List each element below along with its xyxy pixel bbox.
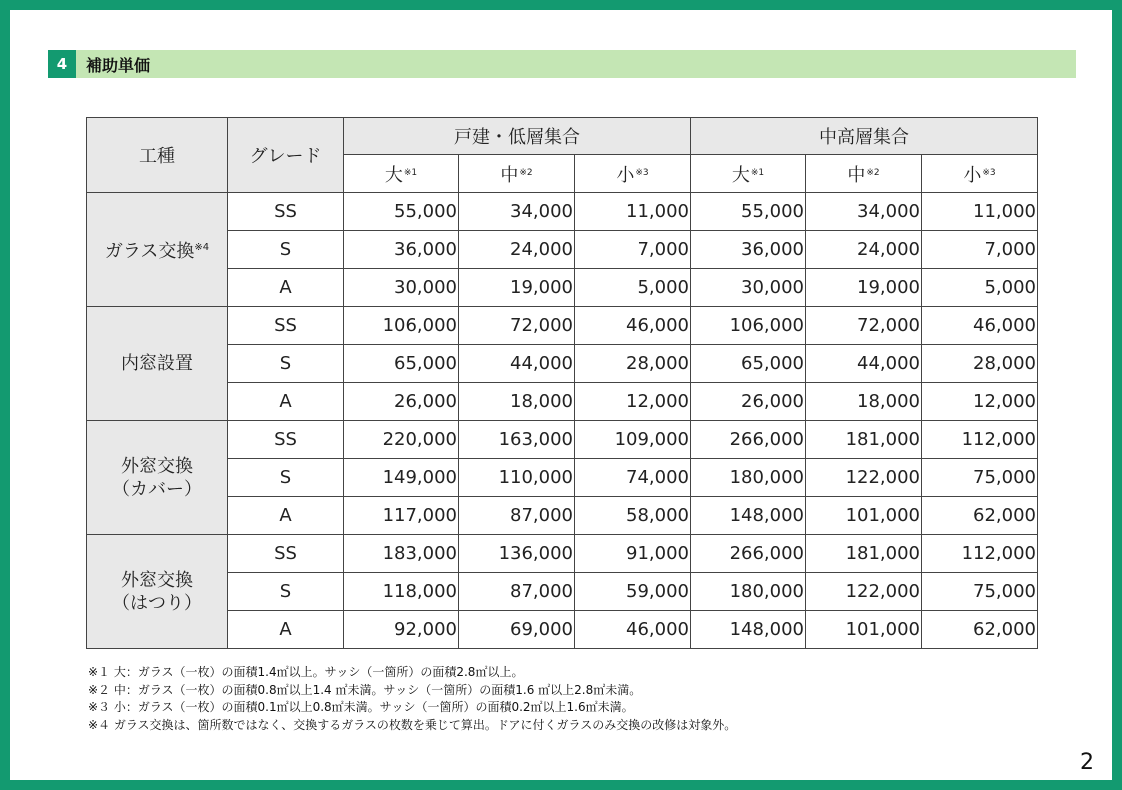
table-row bbox=[87, 573, 1038, 611]
price-cell: 91,000 bbox=[575, 535, 691, 573]
price-cell: 110,000 bbox=[459, 459, 575, 497]
price-cell: 266,000 bbox=[691, 535, 806, 573]
header-detached-lowrise: 戸建・低層集合 bbox=[344, 118, 691, 155]
work-type-label: 外窓交換 bbox=[121, 455, 193, 477]
price-cell: 44,000 bbox=[459, 345, 575, 383]
grade-cell: A bbox=[228, 383, 344, 421]
work-type-sublabel: （はつり） bbox=[112, 592, 202, 614]
page-number: 2 bbox=[1080, 750, 1094, 775]
size-footnote-mark: ※2 bbox=[866, 167, 880, 178]
grade-cell: SS bbox=[228, 193, 344, 231]
price-cell: 109,000 bbox=[575, 421, 691, 459]
size-label: 中 bbox=[500, 164, 519, 186]
price-cell: 36,000 bbox=[344, 231, 459, 269]
price-cell: 183,000 bbox=[344, 535, 459, 573]
price-cell: 24,000 bbox=[806, 231, 922, 269]
size-footnote-mark: ※1 bbox=[750, 167, 765, 178]
price-cell: 11,000 bbox=[922, 193, 1038, 231]
price-cell: 87,000 bbox=[459, 573, 575, 611]
footnote-line: ※１ 大：ガラス（一枚）の面積1.4㎡以上。サッシ（一箇所）の面積2.8㎡以上。 bbox=[88, 665, 524, 679]
price-cell: 122,000 bbox=[806, 573, 922, 611]
price-cell: 28,000 bbox=[922, 345, 1038, 383]
price-cell: 62,000 bbox=[922, 497, 1038, 535]
price-cell: 46,000 bbox=[922, 307, 1038, 345]
price-cell: 65,000 bbox=[344, 345, 459, 383]
price-cell: 136,000 bbox=[459, 535, 575, 573]
grade-cell: SS bbox=[228, 535, 344, 573]
work-type-footnote-mark: ※4 bbox=[194, 242, 210, 253]
size-label: 大 bbox=[384, 164, 403, 186]
work-type-cell bbox=[87, 307, 228, 421]
footnote-line: ※３ 小：ガラス（一枚）の面積0.1㎡以上0.8㎡未満。サッシ（一箇所）の面積0.2㎡以上1.6㎡未満。 bbox=[88, 700, 634, 714]
header-mid-highrise: 中高層集合 bbox=[691, 118, 1038, 155]
price-cell: 87,000 bbox=[459, 497, 575, 535]
price-cell: 75,000 bbox=[922, 459, 1038, 497]
price-cell: 112,000 bbox=[922, 421, 1038, 459]
table-row bbox=[87, 535, 1038, 573]
grade-cell: SS bbox=[228, 307, 344, 345]
header-size bbox=[806, 155, 922, 193]
price-cell: 30,000 bbox=[344, 269, 459, 307]
grade-cell: A bbox=[228, 269, 344, 307]
price-cell: 7,000 bbox=[575, 231, 691, 269]
table-row bbox=[87, 345, 1038, 383]
grade-cell: S bbox=[228, 345, 344, 383]
table-row bbox=[87, 231, 1038, 269]
price-cell: 69,000 bbox=[459, 611, 575, 649]
price-cell: 149,000 bbox=[344, 459, 459, 497]
price-cell: 7,000 bbox=[922, 231, 1038, 269]
price-cell: 26,000 bbox=[344, 383, 459, 421]
price-cell: 180,000 bbox=[691, 573, 806, 611]
header-size bbox=[459, 155, 575, 193]
price-cell: 34,000 bbox=[806, 193, 922, 231]
price-cell: 19,000 bbox=[806, 269, 922, 307]
header-size bbox=[691, 155, 806, 193]
work-type-sublabel: （カバー） bbox=[112, 478, 202, 500]
price-cell: 181,000 bbox=[806, 535, 922, 573]
header-size bbox=[575, 155, 691, 193]
table-row bbox=[87, 383, 1038, 421]
price-cell: 44,000 bbox=[806, 345, 922, 383]
price-cell: 30,000 bbox=[691, 269, 806, 307]
grade-cell: S bbox=[228, 231, 344, 269]
price-cell: 148,000 bbox=[691, 611, 806, 649]
price-cell: 106,000 bbox=[691, 307, 806, 345]
price-cell: 46,000 bbox=[575, 611, 691, 649]
price-cell: 12,000 bbox=[575, 383, 691, 421]
work-type-cell bbox=[87, 421, 228, 535]
work-type-label: 外窓交換 bbox=[121, 569, 193, 591]
work-type-cell bbox=[87, 535, 228, 649]
size-footnote-mark: ※3 bbox=[982, 167, 996, 178]
price-cell: 36,000 bbox=[691, 231, 806, 269]
footnote-line: ※４ ガラス交換は、箇所数ではなく、交換するガラスの枚数を乗じて算出。ドアに付くガラスのみ交換の改修は対象外。 bbox=[88, 717, 737, 732]
footnotes bbox=[88, 664, 736, 734]
size-label: 小 bbox=[963, 164, 982, 186]
price-cell: 163,000 bbox=[459, 421, 575, 459]
size-footnote-mark: ※2 bbox=[519, 167, 533, 178]
size-footnote-mark: ※3 bbox=[635, 167, 649, 178]
subsidy-price-table bbox=[86, 117, 1038, 649]
section-number: 4 bbox=[48, 50, 76, 78]
price-cell: 59,000 bbox=[575, 573, 691, 611]
price-cell: 117,000 bbox=[344, 497, 459, 535]
price-cell: 11,000 bbox=[575, 193, 691, 231]
price-cell: 12,000 bbox=[922, 383, 1038, 421]
header-grade: グレード bbox=[228, 118, 344, 193]
table-row bbox=[87, 611, 1038, 649]
price-cell: 5,000 bbox=[575, 269, 691, 307]
size-label: 中 bbox=[847, 164, 866, 186]
price-cell: 75,000 bbox=[922, 573, 1038, 611]
work-type-cell bbox=[87, 193, 228, 307]
price-cell: 18,000 bbox=[459, 383, 575, 421]
price-cell: 28,000 bbox=[575, 345, 691, 383]
price-cell: 180,000 bbox=[691, 459, 806, 497]
price-cell: 118,000 bbox=[344, 573, 459, 611]
price-cell: 55,000 bbox=[344, 193, 459, 231]
price-cell: 55,000 bbox=[691, 193, 806, 231]
price-cell: 112,000 bbox=[922, 535, 1038, 573]
price-cell: 72,000 bbox=[806, 307, 922, 345]
work-type-label: ガラス交換 bbox=[104, 241, 195, 262]
table-row bbox=[87, 421, 1038, 459]
section-header bbox=[48, 50, 1076, 78]
price-cell: 106,000 bbox=[344, 307, 459, 345]
price-cell: 24,000 bbox=[459, 231, 575, 269]
price-cell: 18,000 bbox=[806, 383, 922, 421]
table-row bbox=[87, 193, 1038, 231]
price-cell: 92,000 bbox=[344, 611, 459, 649]
table-row bbox=[87, 459, 1038, 497]
price-cell: 65,000 bbox=[691, 345, 806, 383]
price-cell: 46,000 bbox=[575, 307, 691, 345]
price-cell: 74,000 bbox=[575, 459, 691, 497]
price-cell: 62,000 bbox=[922, 611, 1038, 649]
footnote-line: ※２ 中：ガラス（一枚）の面積0.8㎡以上1.4 ㎡未満。サッシ（一箇所）の面積1.6 ㎡以上2.8㎡未満。 bbox=[88, 682, 642, 697]
grade-cell: A bbox=[228, 611, 344, 649]
price-cell: 181,000 bbox=[806, 421, 922, 459]
price-cell: 72,000 bbox=[459, 307, 575, 345]
header-size bbox=[344, 155, 459, 193]
price-cell: 19,000 bbox=[459, 269, 575, 307]
table-row bbox=[87, 307, 1038, 345]
section-title: 補助単価 bbox=[86, 55, 151, 75]
header-type: 工種 bbox=[87, 118, 228, 193]
price-cell: 34,000 bbox=[459, 193, 575, 231]
grade-cell: SS bbox=[228, 421, 344, 459]
size-label: 大 bbox=[731, 164, 750, 186]
header-size bbox=[922, 155, 1038, 193]
price-cell: 220,000 bbox=[344, 421, 459, 459]
grade-cell: S bbox=[228, 573, 344, 611]
table-row bbox=[87, 497, 1038, 535]
price-cell: 101,000 bbox=[806, 497, 922, 535]
price-cell: 26,000 bbox=[691, 383, 806, 421]
price-cell: 148,000 bbox=[691, 497, 806, 535]
table-row bbox=[87, 269, 1038, 307]
grade-cell: A bbox=[228, 497, 344, 535]
price-cell: 101,000 bbox=[806, 611, 922, 649]
size-label: 小 bbox=[616, 164, 635, 186]
grade-cell: S bbox=[228, 459, 344, 497]
size-footnote-mark: ※1 bbox=[403, 167, 418, 178]
price-cell: 266,000 bbox=[691, 421, 806, 459]
price-cell: 5,000 bbox=[922, 269, 1038, 307]
price-cell: 122,000 bbox=[806, 459, 922, 497]
work-type-label: 内窓設置 bbox=[121, 353, 193, 374]
price-cell: 58,000 bbox=[575, 497, 691, 535]
